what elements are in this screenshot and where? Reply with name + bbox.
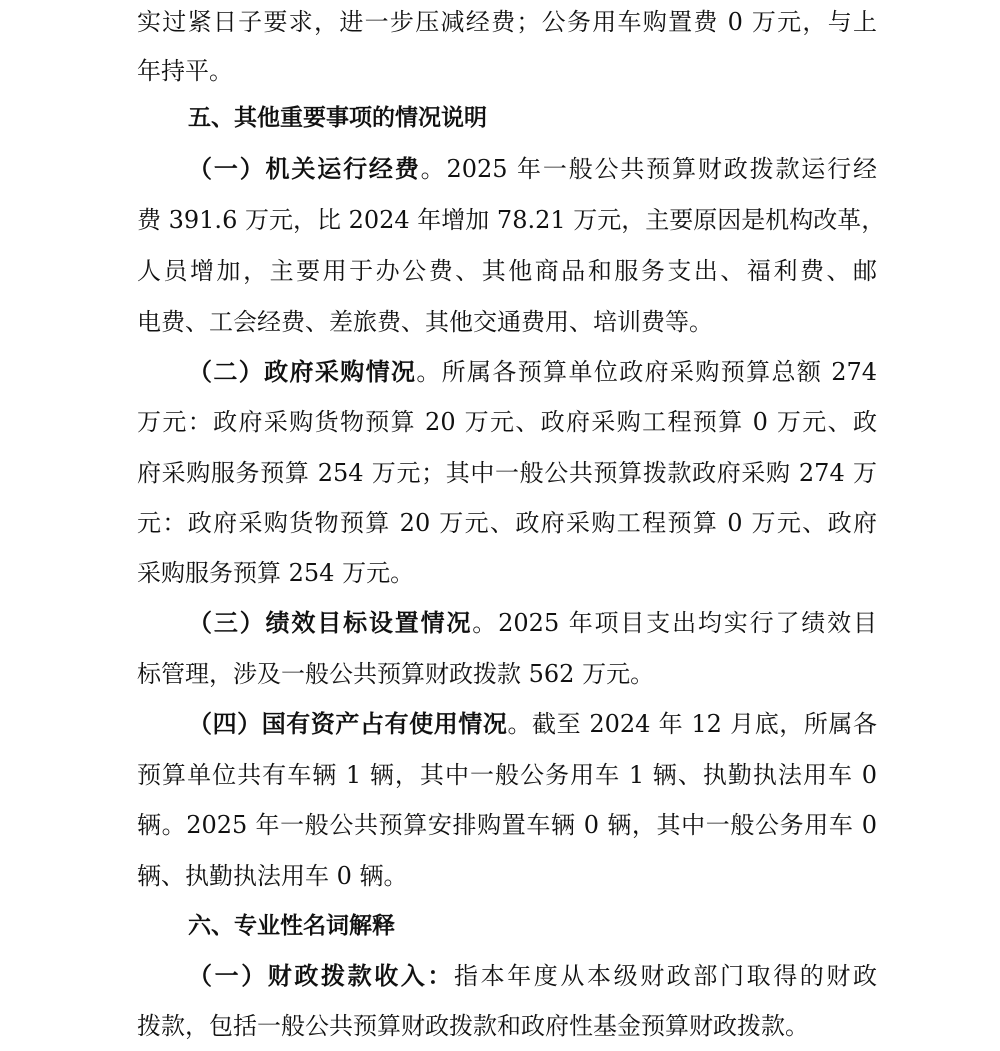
subsection-title: （一）财政拨款收入： <box>188 962 454 990</box>
paragraph-line: 采购服务预算 254 万元。 <box>137 559 415 587</box>
subsection-title: （三）绩效目标设置情况 <box>188 609 473 637</box>
paragraph-line: 万元：政府采购货物预算 20 万元、政府采购工程预算 0 万元、政 <box>137 408 877 436</box>
paragraph-line <box>188 144 877 194</box>
section-heading: 六、专业性名词解释 <box>188 913 395 939</box>
paragraph-text: 。截至 2024 年 12 月底，所属各 <box>507 710 877 738</box>
paragraph-line: 费 391.6 万元，比 2024 年增加 78.21 万元，主要原因是机构改革， <box>137 206 886 234</box>
paragraph-line: 拨款，包括一般公共预算财政拨款和政府性基金预算财政拨款。 <box>137 1012 809 1040</box>
paragraph-line: 标管理，涉及一般公共预算财政拨款 562 万元。 <box>137 660 655 688</box>
paragraph-text: 。所属各预算单位政府采购预算总额 274 <box>416 358 878 386</box>
paragraph-text: 。2025 年项目支出均实行了绩效目 <box>472 609 877 637</box>
paragraph-line <box>188 951 877 1001</box>
section-heading: 五、其他重要事项的情况说明 <box>188 105 487 131</box>
paragraph-line: 辆、执勤执法用车 0 辆。 <box>137 862 408 890</box>
paragraph-line <box>188 347 877 397</box>
paragraph-line: 实过紧日子要求，进一步压减经费；公务用车购置费 0 万元，与上 <box>137 8 877 36</box>
paragraph-text: 指本年度从本级财政部门取得的财政 <box>454 962 877 990</box>
paragraph-line: 府采购服务预算 254 万元；其中一般公共预算拨款政府采购 274 万 <box>137 459 877 487</box>
subsection-title: （四）国有资产占有使用情况 <box>188 710 508 738</box>
subsection-title: （一）机关运行经费 <box>188 155 421 183</box>
paragraph-line: 元：政府采购货物预算 20 万元、政府采购工程预算 0 万元、政府 <box>137 509 877 537</box>
paragraph-line: 辆。2025 年一般公共预算安排购置车辆 0 辆，其中一般公务用车 0 <box>137 811 877 839</box>
subsection-title: （二）政府采购情况 <box>188 358 417 386</box>
paragraph-line: 电费、工会经费、差旅费、其他交通费用、培训费等。 <box>137 308 713 336</box>
paragraph-line <box>188 699 877 749</box>
paragraph-line: 年持平。 <box>137 57 233 85</box>
paragraph-text: 。2025 年一般公共预算财政拨款运行经 <box>420 155 877 183</box>
paragraph-line: 预算单位共有车辆 1 辆，其中一般公务用车 1 辆、执勤执法用车 0 <box>137 761 877 789</box>
paragraph-line <box>188 598 877 648</box>
paragraph-line: 人员增加，主要用于办公费、其他商品和服务支出、福利费、邮 <box>137 257 877 285</box>
